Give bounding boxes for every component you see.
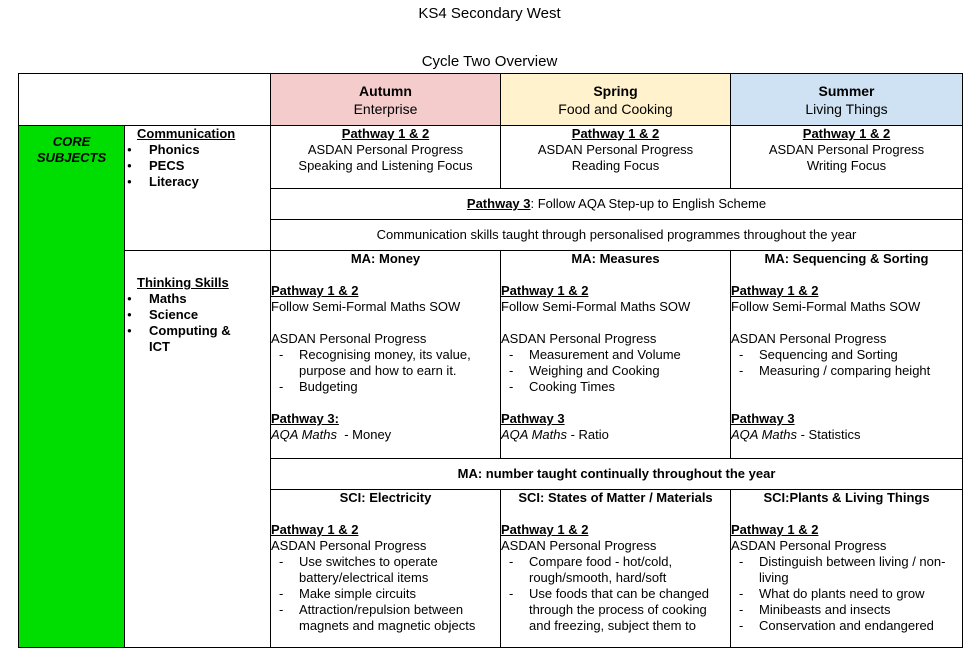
asdan-text: ASDAN Personal Progress [271, 331, 427, 346]
maths-autumn-cell [271, 251, 501, 459]
pathway3-label: Pathway 3 [466, 196, 531, 211]
sow-text: Follow Semi-Formal Maths SOW [501, 299, 691, 314]
list-item: - Recognising money, its value, purpose and how to earn it. [271, 347, 500, 379]
asdan-text: ASDAN Personal Progress [731, 331, 887, 346]
term-header-spring [501, 74, 731, 126]
maths-summer-cell [731, 251, 963, 459]
thinking-skills-heading: Thinking Skills [137, 275, 229, 290]
document-subtitle: Cycle Two Overview [421, 53, 558, 70]
list-item: - Measurement and Volume [501, 347, 730, 363]
science-autumn-cell [271, 490, 501, 648]
focus-line: Speaking and Listening Focus [298, 158, 473, 173]
list-item: - Budgeting [271, 379, 500, 395]
science-spring-cell [501, 490, 731, 648]
asdan-text: ASDAN Personal Progress [501, 331, 657, 346]
focus-line: Reading Focus [571, 158, 660, 173]
aqa-topic: - Statistics [796, 427, 861, 442]
pathway-label: Pathway 1 & 2 [802, 126, 891, 141]
thinking-skills-subject-cell [125, 251, 271, 648]
aqa-label: AQA Maths [731, 427, 797, 442]
header-blank-cell [19, 74, 271, 126]
list-item: ● Maths [125, 291, 270, 307]
asdan-text: ASDAN Personal Progress [731, 538, 887, 553]
document-title: KS4 Secondary West [418, 5, 561, 22]
sow-text: Follow Semi-Formal Maths SOW [271, 299, 461, 314]
maths-note-cell [271, 459, 963, 490]
pathway-label: Pathway 1 & 2 [571, 126, 660, 141]
maths-note-prefix: MA [457, 466, 478, 481]
list-item: - Distinguish between living / non-living [731, 554, 962, 586]
focus-line: Writing Focus [806, 158, 887, 173]
topic-list [501, 554, 730, 634]
overview-table [18, 73, 963, 648]
list-item: - Minibeasts and insects [731, 602, 962, 618]
pathway-label: Pathway 1 & 2 [501, 283, 589, 298]
communication-list [125, 142, 270, 190]
pathway-label: Pathway 1 & 2 [731, 283, 819, 298]
thinking-skills-list [125, 291, 270, 355]
list-item: - Use foods that can be changed through the process of cooking and freezing, subject them to [501, 586, 730, 634]
communication-subject-cell [125, 126, 271, 251]
pathway-label: Pathway 1 & 2 [271, 283, 359, 298]
term-name: Autumn [359, 82, 412, 99]
pathway-label: Pathway 1 & 2 [731, 522, 819, 537]
term-name: Spring [593, 82, 638, 99]
pathway-label: Pathway 1 & 2 [271, 522, 359, 537]
term-header-row [19, 74, 963, 126]
science-summer-cell [731, 490, 963, 648]
maths-row [19, 251, 963, 459]
communication-autumn-cell [271, 126, 501, 189]
list-item: - Compare food - hot/cold, rough/smooth, hard/soft [501, 554, 730, 586]
list-item: ● Phonics [125, 142, 270, 158]
focus-line: ASDAN Personal Progress [768, 142, 925, 157]
term-theme: Living Things [805, 100, 888, 117]
focus-line: ASDAN Personal Progress [537, 142, 694, 157]
pathway3-text: : Follow AQA Step-up to English Scheme [530, 196, 767, 211]
topic-title: MA: Money [350, 251, 421, 266]
term-name: Summer [818, 82, 875, 99]
topic-list [271, 554, 500, 634]
list-item: - Make simple circuits [271, 586, 500, 602]
list-item: - Attraction/repulsion between magnets and magnetic objects [271, 602, 500, 634]
list-item: - Measuring / comparing height [731, 363, 962, 379]
sow-text: Follow Semi-Formal Maths SOW [731, 299, 921, 314]
asdan-text: ASDAN Personal Progress [271, 538, 427, 553]
topic-list [501, 347, 730, 395]
aqa-topic: - Ratio [566, 427, 609, 442]
list-item: ● Computing & ICT [125, 323, 249, 355]
list-item: ● PECS [125, 158, 270, 174]
pathway3-label: Pathway 3 [501, 411, 565, 426]
list-item: - Conservation and endangered [731, 618, 962, 634]
term-theme: Food and Cooking [558, 100, 673, 117]
pathway3-label: Pathway 3: [271, 411, 339, 426]
list-item: - Weighing and Cooking [501, 363, 730, 379]
topic-list [731, 554, 962, 634]
maths-note-text: : number taught continually throughout the year [477, 466, 776, 481]
communication-spring-cell [501, 126, 731, 189]
topic-title: SCI: Electricity [339, 490, 432, 505]
pathway3-label: Pathway 3 [731, 411, 795, 426]
pathway-label: Pathway 1 & 2 [501, 522, 589, 537]
list-item: - Use switches to operate battery/electrical items [271, 554, 500, 586]
topic-list [731, 347, 962, 379]
term-header-autumn [271, 74, 501, 126]
pathway-label: Pathway 1 & 2 [341, 126, 430, 141]
topic-title: SCI: States of Matter / Materials [518, 490, 713, 505]
topic-title: MA: Sequencing & Sorting [764, 251, 929, 266]
core-subjects-cell [19, 126, 125, 648]
aqa-topic: - Money [336, 427, 392, 442]
list-item: - Cooking Times [501, 379, 730, 395]
communication-pathway3-cell [271, 189, 963, 220]
term-theme: Enterprise [353, 100, 418, 117]
asdan-text: ASDAN Personal Progress [501, 538, 657, 553]
core-subjects-label: CORE SUBJECTS [36, 134, 107, 165]
communication-note-cell: Communication skills taught through personalised programmes throughout the year [271, 220, 963, 251]
list-item: ● Science [125, 307, 270, 323]
topic-title: SCI:Plants & Living Things [763, 490, 930, 505]
list-item: - What do plants need to grow [731, 586, 962, 602]
focus-line: ASDAN Personal Progress [307, 142, 464, 157]
list-item: - Sequencing and Sorting [731, 347, 962, 363]
topic-title: MA: Measures [571, 251, 660, 266]
communication-row [19, 126, 963, 189]
term-header-summer [731, 74, 963, 126]
aqa-label: AQA Maths [271, 427, 337, 442]
communication-heading: Communication [137, 126, 236, 141]
communication-summer-cell [731, 126, 963, 189]
topic-list [271, 347, 500, 395]
maths-spring-cell [501, 251, 731, 459]
aqa-label: AQA Maths [501, 427, 567, 442]
list-item: ● Literacy [125, 174, 270, 190]
